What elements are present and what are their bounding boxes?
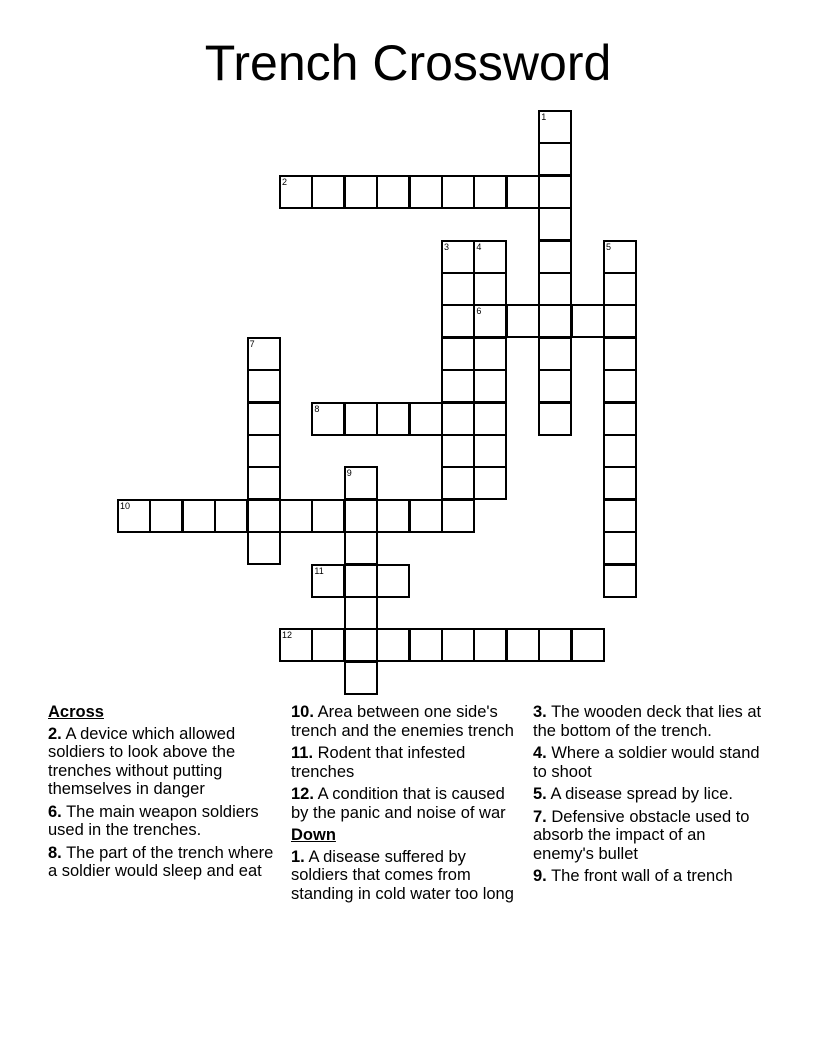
clues-column-1 (48, 703, 280, 885)
clue-text: A disease spread by lice. (550, 785, 733, 803)
clue-down-1 (291, 848, 523, 904)
grid-cell[interactable] (311, 175, 345, 209)
grid-cell[interactable] (571, 304, 605, 338)
grid-cell[interactable] (344, 402, 378, 436)
clue-number-label: 7 (249, 338, 255, 349)
clue-number-label: 12 (282, 630, 293, 641)
page-title: Trench Crossword (204, 35, 612, 91)
clue-number-label: 10 (120, 500, 131, 511)
grid-cell[interactable] (441, 337, 475, 371)
clue-number: 3. (533, 703, 547, 721)
clue-across-2 (48, 725, 280, 799)
clue-text: Defensive obstacle used to absorb the impact of an enemy's bullet (533, 807, 750, 863)
grid-cell[interactable] (603, 531, 637, 565)
clue-text: The main weapon soldiers used in the trenches. (48, 802, 259, 839)
clue-text: Rodent that infested trenches (291, 744, 466, 781)
grid-cell[interactable] (473, 466, 507, 500)
grid-cell[interactable] (409, 499, 443, 533)
grid-cell[interactable] (409, 628, 443, 662)
grid-cell[interactable] (473, 434, 507, 468)
clue-text: The part of the trench where a soldier would sleep and eat (48, 843, 274, 880)
clue-number-label: 5 (606, 241, 612, 252)
grid-cell[interactable] (441, 402, 475, 436)
clue-number: 9. (533, 867, 547, 885)
grid-cell[interactable] (538, 175, 572, 209)
grid-cell[interactable] (279, 499, 313, 533)
clue-number-label: 6 (476, 306, 482, 317)
grid-cell[interactable] (247, 531, 281, 565)
clue-number: 8. (48, 843, 62, 862)
grid-cell[interactable] (538, 402, 572, 436)
clue-number-label: 1 (541, 112, 547, 122)
clue-down-9 (533, 867, 765, 886)
grid-cell[interactable] (214, 499, 248, 533)
grid-cell[interactable] (473, 402, 507, 436)
grid-cell[interactable] (603, 499, 637, 533)
clues-column-3 (533, 703, 765, 890)
clue-number: 1. (291, 847, 305, 866)
clue-down-4 (533, 744, 765, 781)
grid-cell[interactable] (538, 142, 572, 176)
clue-down-7 (533, 808, 765, 864)
grid-cell[interactable] (441, 628, 475, 662)
grid-cell[interactable] (538, 240, 572, 274)
grid-cell[interactable] (441, 304, 475, 338)
grid-cell[interactable] (506, 628, 540, 662)
grid-cell[interactable] (247, 369, 281, 403)
grid-cell[interactable] (603, 272, 637, 306)
clue-number: 7. (533, 807, 547, 826)
grid-cell[interactable] (441, 175, 475, 209)
grid-cell[interactable] (473, 337, 507, 371)
grid-cell[interactable] (376, 402, 410, 436)
clue-number-label: 4 (476, 241, 482, 252)
clue-text: Where a soldier would stand to shoot (533, 744, 760, 781)
clue-number: 6. (48, 802, 62, 821)
grid-cell[interactable] (247, 499, 281, 533)
grid-cell[interactable] (182, 499, 216, 533)
grid-cell[interactable] (538, 628, 572, 662)
clue-number: 10. (291, 703, 314, 721)
grid-cell[interactable] (311, 628, 345, 662)
grid-cell[interactable] (603, 304, 637, 338)
grid-cell[interactable] (603, 564, 637, 598)
clue-across-11 (291, 744, 523, 781)
grid-cell[interactable] (506, 175, 540, 209)
grid-cell[interactable] (603, 369, 637, 403)
across-heading: Across (48, 703, 104, 721)
clue-text: The front wall of a trench (551, 867, 733, 885)
grid-cell[interactable] (603, 402, 637, 436)
grid-cell[interactable] (409, 402, 443, 436)
grid-cell[interactable] (344, 564, 378, 598)
clues-column-2 (291, 703, 523, 907)
clue-number: 4. (533, 744, 547, 762)
clue-number-label: 2 (282, 176, 288, 187)
grid-cell[interactable] (344, 499, 378, 533)
grid-cell[interactable] (376, 175, 410, 209)
grid-cell[interactable] (538, 337, 572, 371)
grid-cell[interactable] (473, 369, 507, 403)
grid-cell[interactable] (473, 272, 507, 306)
grid-cell[interactable] (538, 304, 572, 338)
down-heading: Down (291, 826, 336, 844)
grid-cell[interactable] (344, 628, 378, 662)
grid-cell[interactable] (376, 628, 410, 662)
clue-text: Area between one side's trench and the enemies trench (291, 703, 514, 740)
clue-number-label: 9 (346, 468, 352, 479)
grid-cell[interactable] (247, 434, 281, 468)
grid-cell[interactable] (603, 466, 637, 500)
clue-across-10 (291, 703, 523, 740)
grid-cell[interactable] (376, 564, 410, 598)
grid-cell[interactable] (571, 628, 605, 662)
grid-cell[interactable] (473, 628, 507, 662)
grid-cell[interactable] (344, 596, 378, 630)
clue-number-label: 8 (314, 403, 320, 414)
grid-cell[interactable] (247, 466, 281, 500)
grid-cell[interactable] (603, 337, 637, 371)
clue-text: The wooden deck that lies at the bottom of the trench. (533, 703, 762, 740)
clue-down-3 (533, 703, 765, 740)
clue-across-12 (291, 785, 523, 822)
clue-number: 12. (291, 785, 314, 803)
grid-cell[interactable] (538, 369, 572, 403)
grid-cell[interactable] (149, 499, 183, 533)
grid-cell[interactable] (344, 531, 378, 565)
grid-cell[interactable] (441, 434, 475, 468)
clue-across-6 (48, 803, 280, 840)
grid-cell[interactable] (311, 499, 345, 533)
clue-number: 11. (291, 744, 314, 762)
grid-cell[interactable] (247, 402, 281, 436)
clue-text: A condition that is caused by the panic and noise of war (291, 785, 506, 822)
grid-cell[interactable] (344, 661, 378, 695)
grid-cell[interactable] (473, 175, 507, 209)
grid-cell[interactable] (538, 272, 572, 306)
grid-cell[interactable] (603, 434, 637, 468)
clue-number-label: 11 (314, 565, 324, 576)
clue-text: A disease suffered by soldiers that comes from standing in cold water too long (291, 847, 514, 903)
grid-cell[interactable] (441, 272, 475, 306)
grid-cell[interactable] (441, 466, 475, 500)
grid-cell[interactable] (441, 499, 475, 533)
clue-text: A device which allowed soldiers to look above the trenches without putting themselves in danger (48, 724, 236, 798)
grid-cell[interactable] (409, 175, 443, 209)
grid-cell[interactable] (506, 304, 540, 338)
grid-cell[interactable] (376, 499, 410, 533)
grid-cell[interactable] (441, 369, 475, 403)
grid-cell[interactable] (344, 175, 378, 209)
clue-number-label: 3 (444, 241, 450, 252)
clue-number: 2. (48, 724, 62, 743)
clue-across-8 (48, 844, 280, 881)
grid-cell[interactable] (538, 207, 572, 241)
clue-down-5 (533, 785, 765, 804)
clue-number: 5. (533, 785, 547, 803)
